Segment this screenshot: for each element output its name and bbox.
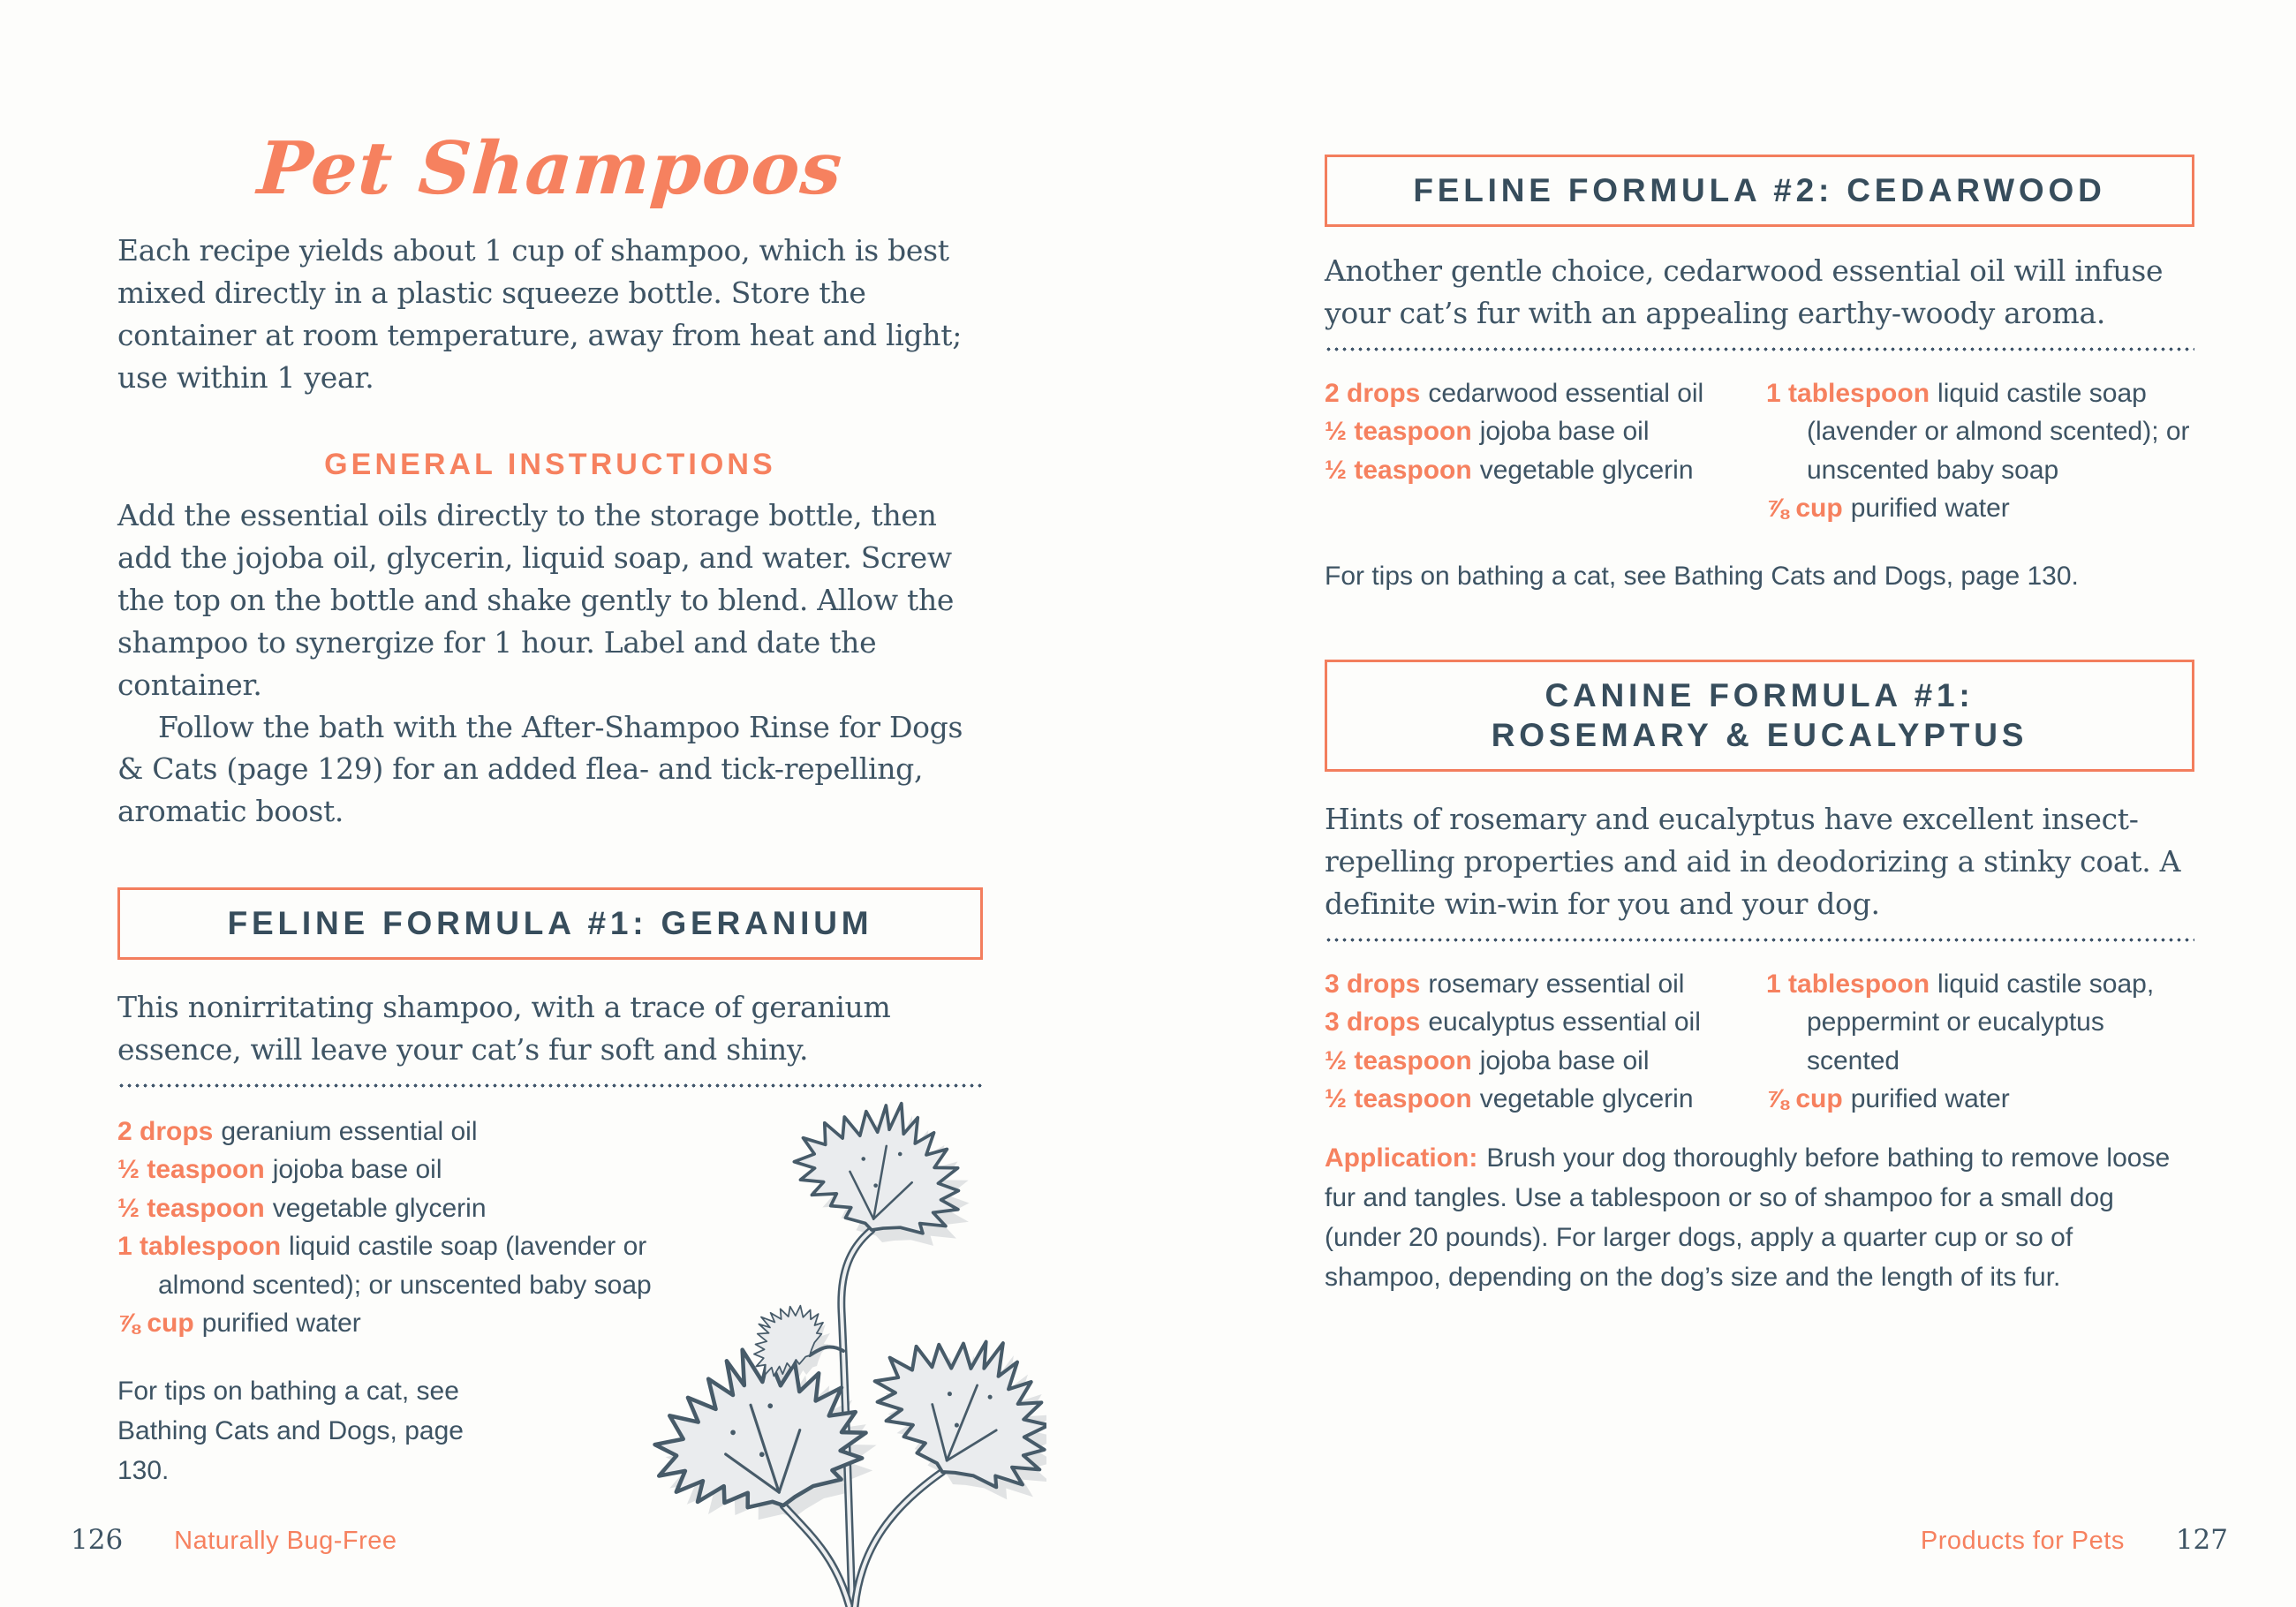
canine-formula-1-heading xyxy=(1336,675,2183,757)
ingredient-amount: 1 tablespoon xyxy=(1766,969,1930,999)
dotted-divider xyxy=(1325,938,2194,942)
instructions-paragraph-1: Add the essential oils directly to the storage bottle, then add the jojoba oil, glycerin, liquid soap, and water. Screw the top on the bottle and shake gently to blend. Allow the shampoo to synergize for 1 hour. Label and date the container. xyxy=(117,498,955,702)
dotted-divider xyxy=(117,1083,983,1088)
ingredient-amount: ½ teaspoon xyxy=(1325,1045,1472,1075)
footer-section-title: Naturally Bug-Free xyxy=(174,1527,397,1555)
ingredient-name: vegetable glycerin xyxy=(272,1193,487,1223)
ingredient-amount: ½ teaspoon xyxy=(117,1155,265,1185)
ingredient-name: liquid castile soap (lavender or almond scented); or unscented baby soap xyxy=(1807,378,2190,485)
bathing-tip: For tips on bathing a cat, see Bathing Cats and Dogs, page 130. xyxy=(1325,561,2079,591)
ingredient xyxy=(1325,1042,1766,1081)
ingredient xyxy=(1325,965,1766,1004)
feline-formula-2-heading: FELINE FORMULA #2: CEDARWOOD xyxy=(1413,172,2106,208)
ingredient-list-col1 xyxy=(1325,374,1766,528)
ingredient-name: vegetable glycerin xyxy=(1479,1084,1694,1114)
ingredient-list-col2 xyxy=(1766,374,2194,528)
page-number: 127 xyxy=(2175,1524,2228,1556)
canine-formula-1-box xyxy=(1325,660,2194,773)
ingredient-list-col2 xyxy=(1766,965,2194,1119)
ingredient-amount: 2 drops xyxy=(1325,378,1421,408)
ingredient xyxy=(117,1113,718,1151)
ingredient-amount: ½ teaspoon xyxy=(1325,1084,1472,1114)
ingredient xyxy=(117,1189,718,1228)
ingredient-name: geranium essential oil xyxy=(221,1116,478,1146)
ingredient-name: eucalyptus essential oil xyxy=(1428,1007,1701,1037)
ingredient-amount: ½ teaspoon xyxy=(1325,417,1472,447)
general-instructions-heading: GENERAL INSTRUCTIONS xyxy=(324,448,776,482)
geranium-illustration xyxy=(631,1090,1046,1607)
application-label: Application: xyxy=(1325,1143,1478,1173)
ingredient xyxy=(1325,412,1766,451)
ingredient-amount: 2 drops xyxy=(117,1116,214,1146)
instructions-paragraph-2: Follow the bath with the After-Shampoo Rinse for Dogs & Cats (page 129) for an added flea- and tick-repelling, aromatic boost. xyxy=(117,709,963,829)
ingredient-name: jojoba base oil xyxy=(1479,417,1650,447)
ingredient-amount: 1 tablespoon xyxy=(117,1232,282,1262)
ingredient xyxy=(1766,374,2194,490)
ingredient-amount: ⅞ cup xyxy=(1766,494,1843,524)
ingredient xyxy=(1325,1003,1766,1042)
ingredient xyxy=(117,1151,718,1189)
ingredient-name: jojoba base oil xyxy=(1479,1045,1650,1075)
left-footer xyxy=(71,1524,397,1556)
ingredient-name: purified water xyxy=(1850,1084,2010,1114)
application-text: Brush your dog thoroughly before bathing to remove loose fur and tangles. Use a tablespoon or so of shampoo for a small dog (under 20 pounds). For larger dogs, apply a quarter cup or so of shampoo, depending on the dog’s size and the length of its fur. xyxy=(1325,1143,2171,1292)
ingredient xyxy=(1325,1080,1766,1119)
bathing-tip: For tips on bathing a cat, see Bathing Cats and Dogs, page 130. xyxy=(117,1376,464,1485)
canine-heading-line1: CANINE FORMULA #1: xyxy=(1545,676,1975,713)
feline-formula-2-box xyxy=(1325,155,2194,227)
right-page xyxy=(1325,155,2194,1297)
feline-formula-2-description: Another gentle choice, cedarwood essential oil will infuse your cat’s fur with an appealing earthy-woody aroma. xyxy=(1325,253,2164,330)
ingredient-name: rosemary essential oil xyxy=(1428,969,1685,999)
ingredient xyxy=(1766,1080,2194,1119)
ingredient-amount: 3 drops xyxy=(1325,969,1421,999)
ingredient-list xyxy=(117,1113,718,1343)
ingredient-name: purified water xyxy=(201,1309,361,1339)
ingredient xyxy=(1325,451,1766,490)
ingredient-name: purified water xyxy=(1850,494,2010,524)
right-footer xyxy=(1921,1524,2228,1556)
canine-formula-1-description: Hints of rosemary and eucalyptus have excellent insect-repelling properties and aid in deodorizing a stinky coat. A definite win-win for you and your dog. xyxy=(1325,802,2181,921)
canine-heading-line2: ROSEMARY & EUCALYPTUS xyxy=(1491,717,2028,754)
ingredient xyxy=(1325,374,1766,413)
ingredient-name: vegetable glycerin xyxy=(1479,455,1694,485)
ingredient xyxy=(117,1227,718,1304)
ingredient-amount: ½ teaspoon xyxy=(117,1193,265,1223)
feline-formula-1-box xyxy=(117,887,983,960)
ingredient-amount: 1 tablespoon xyxy=(1766,378,1930,408)
page-title: Pet Shampoos xyxy=(254,126,846,211)
footer-section-title: Products for Pets xyxy=(1920,1527,2125,1555)
dotted-divider xyxy=(1325,347,2194,351)
ingredient xyxy=(1766,965,2194,1081)
ingredient-amount: 3 drops xyxy=(1325,1007,1421,1037)
ingredient-name: jojoba base oil xyxy=(272,1155,442,1185)
ingredient-amount: ⅞ cup xyxy=(1766,1084,1843,1114)
ingredient xyxy=(117,1304,718,1343)
ingredient-name: liquid castile soap (lavender or almond scented); or unscented baby soap xyxy=(158,1232,652,1300)
ingredient-columns xyxy=(1325,965,2194,1119)
feline-formula-1-heading: FELINE FORMULA #1: GERANIUM xyxy=(227,905,873,942)
intro-paragraph: Each recipe yields about 1 cup of shampoo, which is best mixed directly in a plastic squeeze bottle. Store the container at room temperature, away from heat and light; use within 1 year. xyxy=(117,233,963,395)
ingredient xyxy=(1766,489,2194,528)
application-paragraph xyxy=(1325,1138,2194,1297)
ingredient-list-col1 xyxy=(1325,965,1766,1119)
ingredient-amount: ⅞ cup xyxy=(117,1309,194,1339)
ingredient-amount: ½ teaspoon xyxy=(1325,455,1472,485)
ingredient-name: liquid castile soap, peppermint or eucalyptus scented xyxy=(1807,969,2155,1075)
page-number: 126 xyxy=(71,1524,124,1556)
feline-formula-1-description: This nonirritating shampoo, with a trace of geranium essence, will leave your cat’s fur soft and shiny. xyxy=(117,990,891,1067)
ingredient-name: cedarwood essential oil xyxy=(1428,378,1704,408)
ingredient-columns xyxy=(1325,374,2194,528)
